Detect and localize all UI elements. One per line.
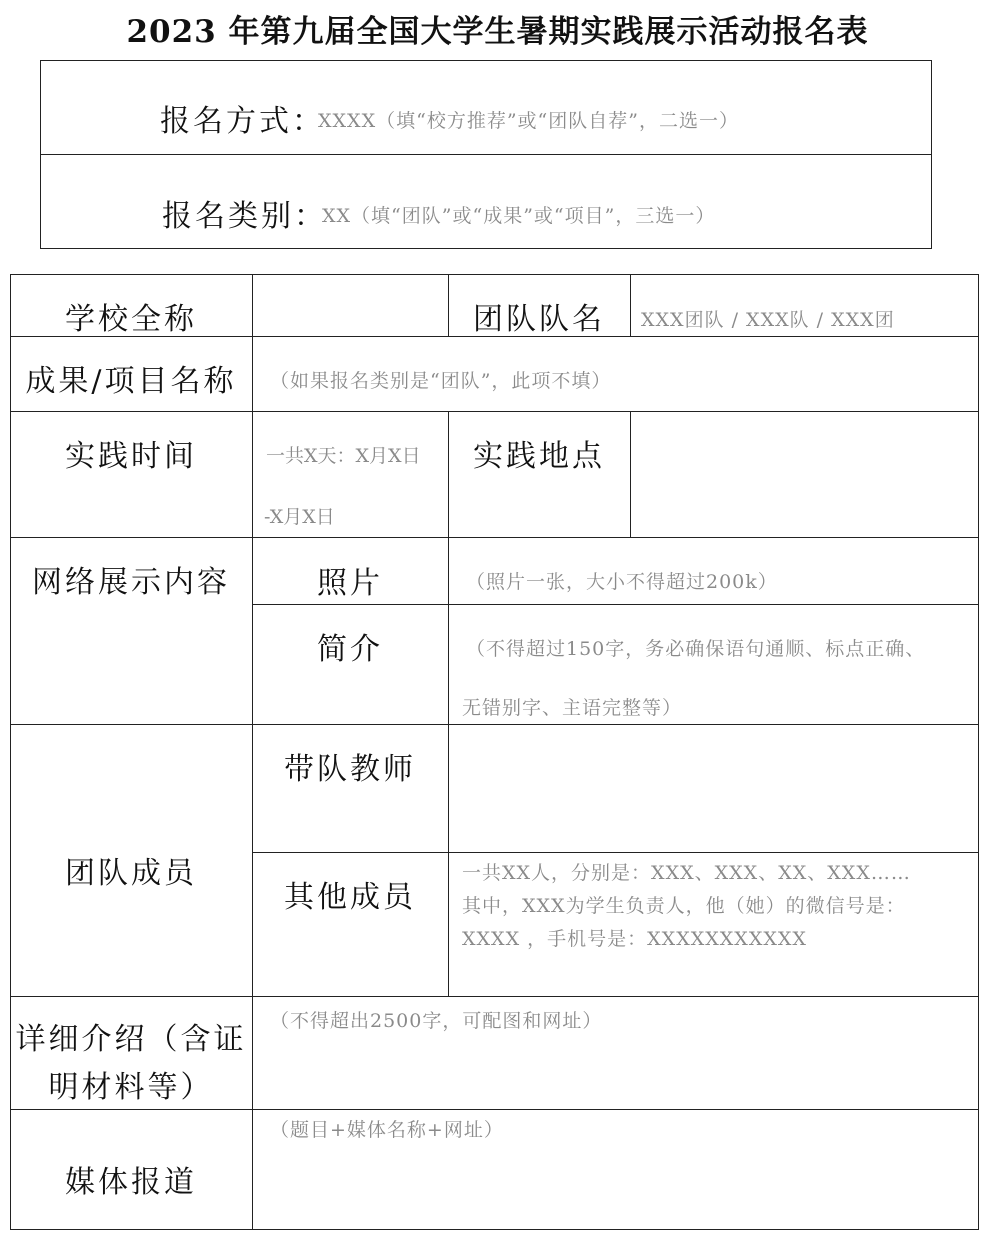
intro-label: 简介 — [317, 632, 383, 667]
column-divider — [630, 411, 631, 537]
registration-method-field[interactable]: XXXX（填“校方推荐”或“团队自荐”，二选一） — [318, 110, 739, 132]
practice-location-field[interactable] — [632, 413, 977, 535]
lead-teacher-field[interactable] — [450, 726, 977, 850]
row-divider — [252, 604, 979, 605]
registration-category-field[interactable]: XX（填“团队”或“成果”或“项目”，三选一） — [322, 205, 716, 227]
intro-field[interactable]: （不得超过150字，务必确保语句通顺、标点正确、 — [466, 638, 926, 660]
practice-location-label: 实践地点 — [473, 439, 605, 474]
other-members-label: 其他成员 — [284, 880, 416, 915]
registration-category-label: 报名类别： — [162, 199, 327, 234]
photo-field[interactable]: （照片一张，大小不得超过200k） — [466, 571, 778, 593]
team-members-label: 团队成员 — [65, 856, 197, 891]
practice-time-field-cont: -X月X日 — [264, 506, 335, 528]
row-divider — [10, 996, 979, 997]
row-divider — [10, 1109, 979, 1110]
other-members-field-cont: XXXX ，手机号是：XXXXXXXXXXX — [462, 928, 807, 950]
row-divider — [10, 411, 979, 412]
team-name-label: 团队队名 — [473, 302, 605, 337]
column-divider — [630, 274, 631, 336]
row-divider — [10, 724, 979, 725]
other-members-field-cont: 其中，XXX为学生负责人，他（她）的微信号是： — [462, 895, 906, 917]
project-name-field[interactable]: （如果报名类别是“团队”，此项不填） — [270, 370, 612, 392]
detail-intro-label-cont: 明材料等） — [48, 1070, 214, 1105]
other-members-field[interactable]: 一共XX人，分别是：XXX、XXX、XX、XXX…… — [462, 862, 911, 884]
photo-label: 照片 — [317, 566, 383, 601]
intro-field-cont: 无错别字、主语完整等） — [462, 697, 683, 719]
registration-method-label: 报名方式： — [160, 104, 325, 139]
web-display-label: 网络展示内容 — [32, 565, 230, 600]
school-name-field[interactable] — [254, 276, 446, 334]
row-divider — [252, 852, 979, 853]
column-divider — [448, 537, 449, 996]
row-divider — [10, 537, 979, 538]
practice-time-field[interactable]: 一共X天：X月X日 — [266, 445, 421, 467]
media-report-field[interactable]: （题目+媒体名称+网址） — [270, 1119, 504, 1141]
school-name-label: 学校全称 — [65, 302, 197, 337]
detail-intro-label: 详细介绍（含证 — [15, 1022, 247, 1057]
lead-teacher-label: 带队教师 — [284, 752, 416, 787]
detail-intro-field[interactable]: （不得超出2500字，可配图和网址） — [270, 1010, 603, 1032]
practice-time-label: 实践时间 — [65, 439, 197, 474]
project-name-label: 成果/项目名称 — [25, 364, 237, 399]
page-title: 2023 年第九届全国大学生暑期实践展示活动报名表 — [126, 14, 869, 50]
media-report-label: 媒体报道 — [65, 1165, 197, 1200]
team-name-field[interactable]: XXX团队 / XXX队 / XXX团 — [641, 309, 895, 331]
header-box-divider — [40, 154, 932, 155]
